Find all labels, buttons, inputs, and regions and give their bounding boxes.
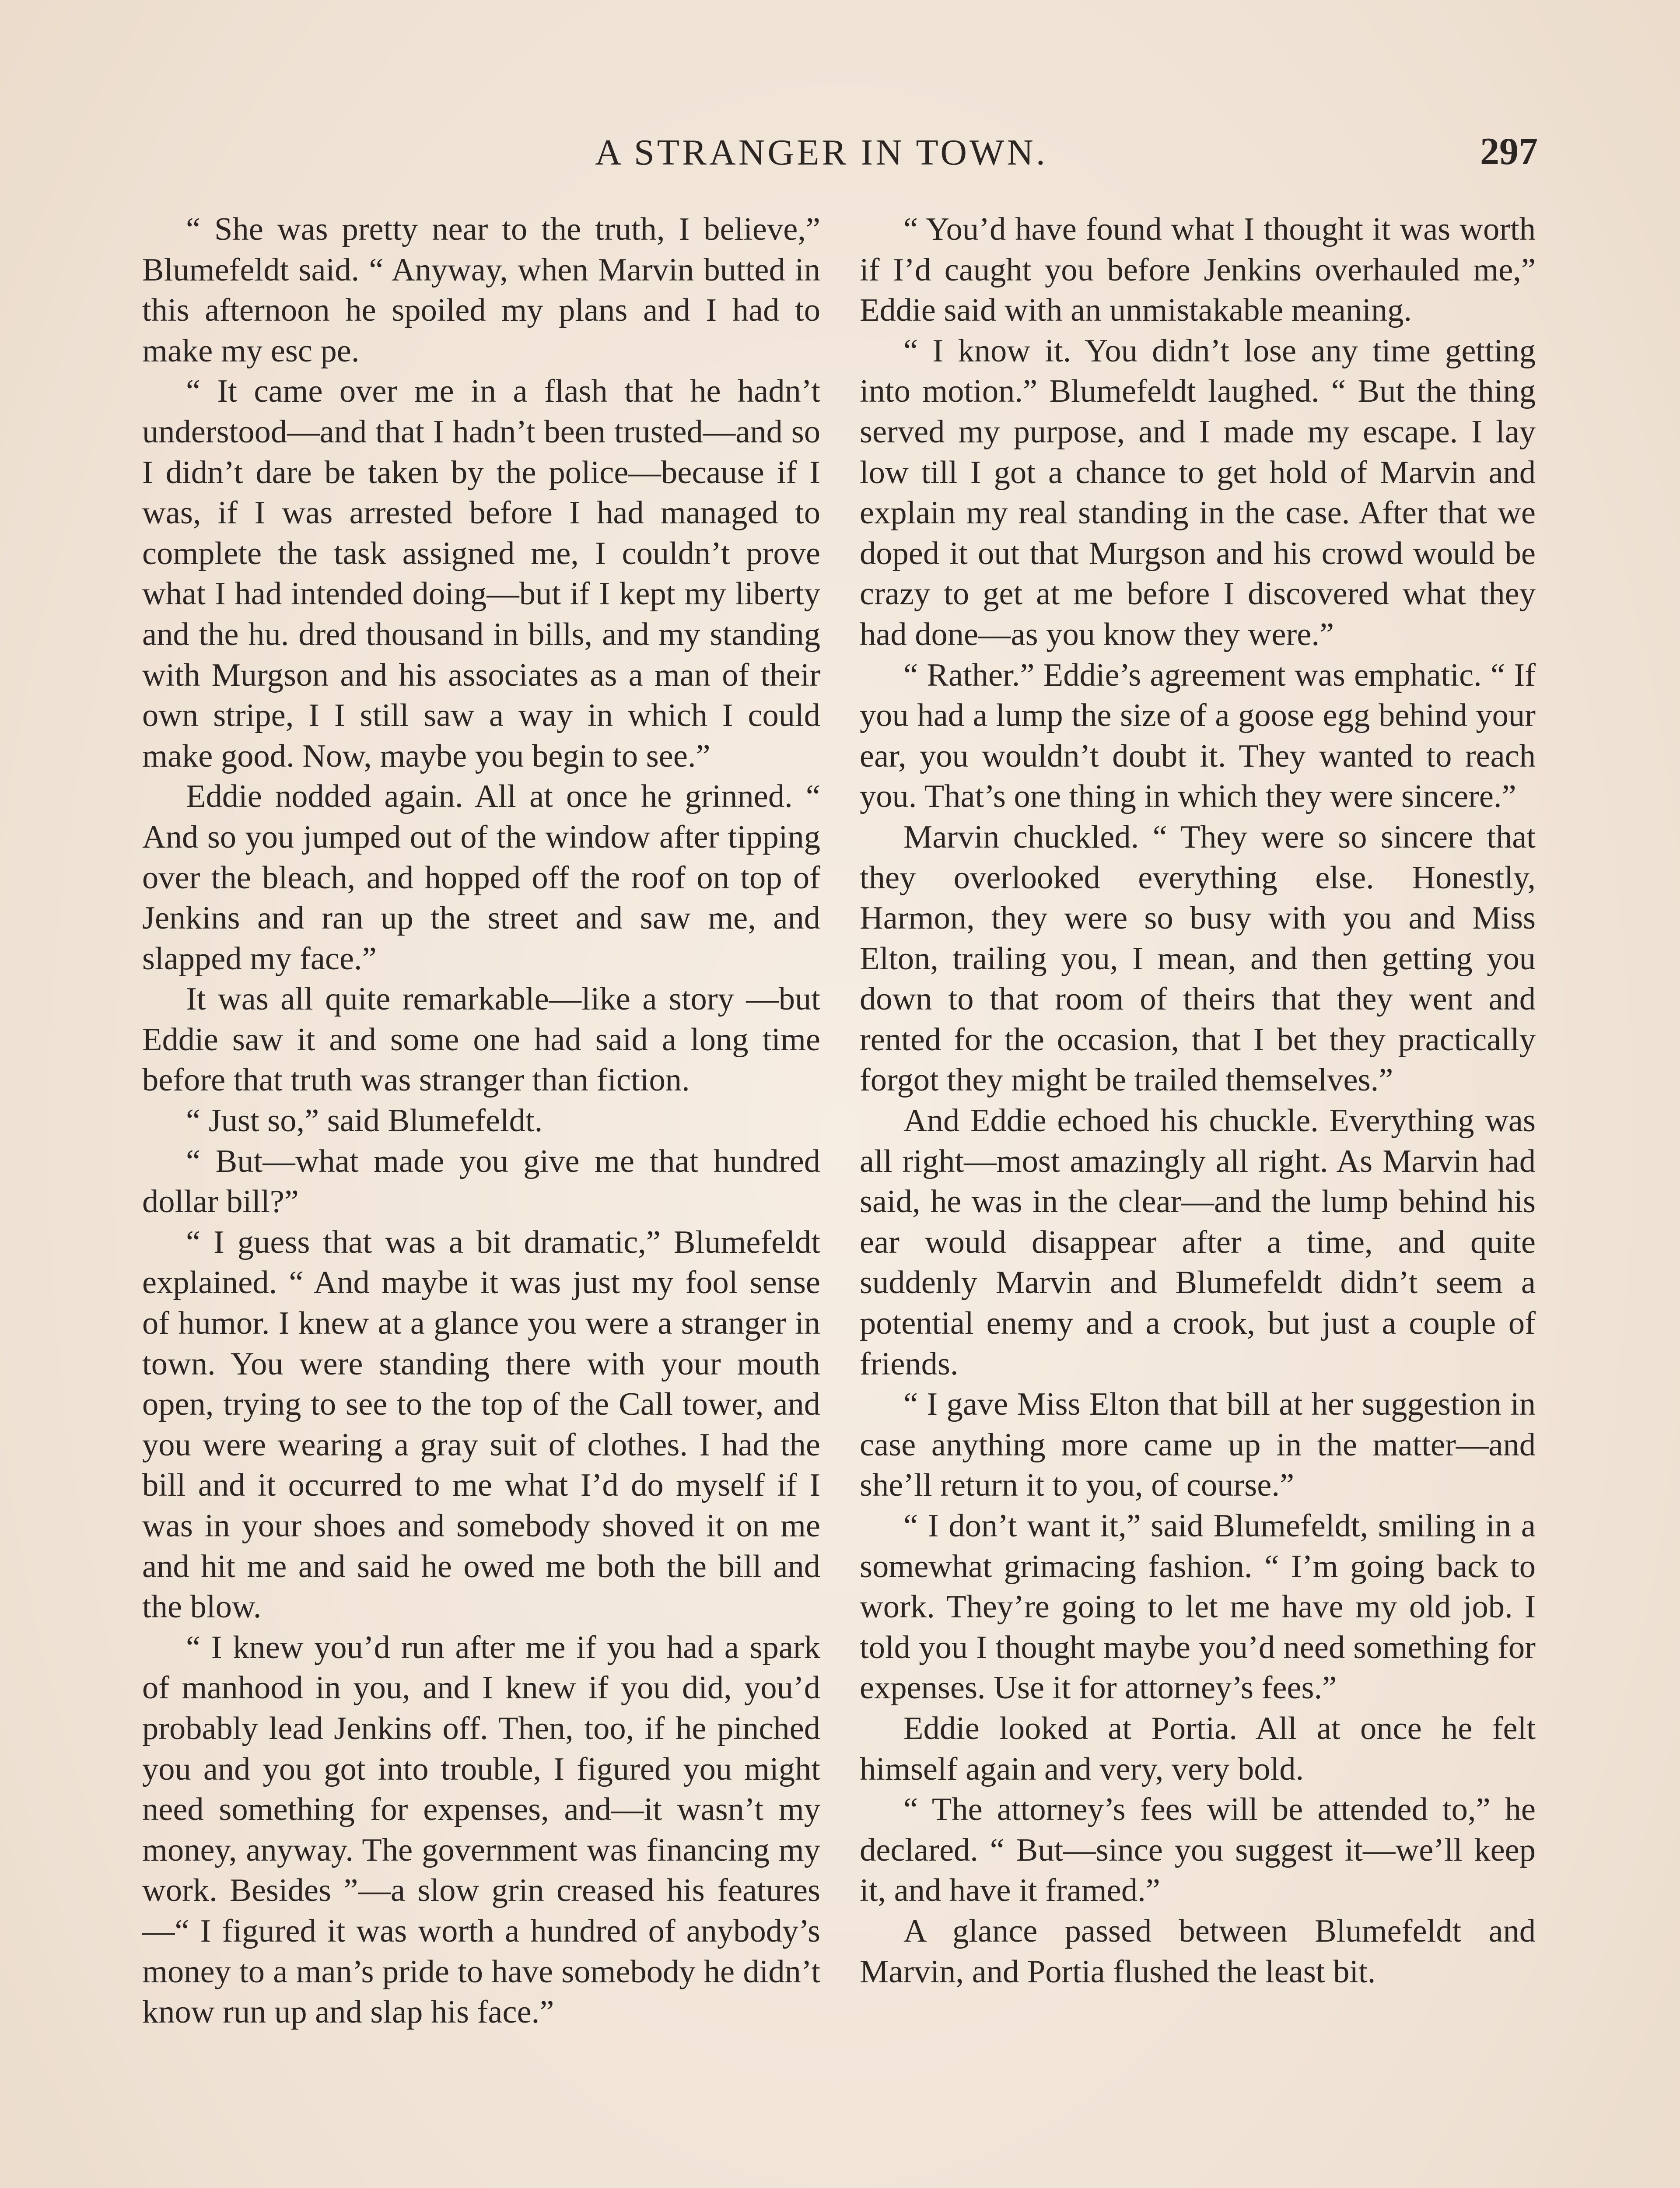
paragraph: And Eddie echoed his chuckle. Everything was all right—most amazingly all right. As Marvin had said, he was in the clear—and the lump behind his ear would disappear after a time, and quite suddenly Marvin and Blumefeldt didn’t seem a potential enemy and a crook, but just a couple of friends. [860,1103,1536,1382]
paragraph: “ I don’t want it,” said Blumefeldt, smiling in a somewhat grimacing fashion. “ I’m going back to work. They’re going to let me have my old job. I told you I thought maybe you’d need something for expenses. Use it for attorney’s fees.” [860,1508,1536,1706]
page-number: 297 [1480,130,1538,173]
paragraph: “ But—what made you give me that hundred dollar bill?” [142,1143,820,1220]
paragraph: Eddie looked at Portia. All at once he felt himself again and very, very bold. [860,1710,1536,1787]
paragraph: “ I gave Miss Elton that bill at her suggestion in case anything more came up in the matter—and she’ll return it to you, of course.” [860,1386,1536,1504]
running-title: A STRANGER IN TOWN. [595,132,1048,173]
paragraph: “ You’d have found what I thought it was worth if I’d caught you before Jenkins overhauled me,” Eddie said with an unmistakable meaning. [860,211,1536,329]
paragraph: A glance passed between Blumefeldt and Marvin, and Portia flushed the least bit. [860,1913,1536,1990]
right-column [860,209,1536,1992]
paragraph: “ It came over me in a flash that he hadn’t understood—and that I hadn’t been trusted—and so I didn’t dare be taken by the police—because if I was, if I was arrested before I had managed to complete the task assigned me, I couldn’t prove what I had intended doing—but if I kept my liberty and the hu. dred thousand in bills, and my standing with Murgson and his associates as a man of their own stripe, I I still saw a way in which I could make good. Now, maybe you begin to see.” [142,373,820,774]
paragraph: “ She was pretty near to the truth, I believe,” Blumefeldt said. “ Anyway, when Marvin butted in this afternoon he spoiled my plans and I had to make my esc pe. [142,211,820,369]
paragraph: “ Rather.” Eddie’s agreement was emphatic. “ If you had a lump the size of a goose egg behind your ear, you wouldn’t doubt it. They wanted to reach you. That’s one thing in which they were sincere.” [860,657,1536,815]
paragraph: It was all quite remarkable—like a story —but Eddie saw it and some one had said a long time before that truth was stranger than fiction. [142,981,820,1098]
paragraph: Eddie nodded again. All at once he grinned. “ And so you jumped out of the window after tipping over the bleach, and hopped off the roof on top of Jenkins and ran up the street and saw me, and slapped my face.” [142,778,820,977]
paragraph: “ Just so,” said Blumefeldt. [186,1103,543,1139]
paragraph: “ I guess that was a bit dramatic,” Blumefeldt explained. “ And maybe it was just my fool sense of humor. I knew at a glance you were a stranger in town. You were standing there with your mouth open, trying to see to the top of the Call tower, and you were wearing a gray suit of clothes. I had the bill and it occurred to me what I’d do myself if I was in your shoes and somebody shoved it on me and hit me and said he owed me both the bill and the blow. [142,1224,820,1625]
paragraph: Marvin chuckled. “ They were so sincere that they overlooked everything else. Honestly, Harmon, they were so busy with you and Miss Elton, trailing you, I mean, and then getting you down to that room of theirs that they went and rented for the occasion, that I bet they practically forgot they might be trailed themselves.” [860,819,1536,1098]
paragraph: “ The attorney’s fees will be attended to,” he declared. “ But—since you suggest it—we’ll keep it, and have it framed.” [860,1792,1536,1909]
paragraph: “ I knew you’d run after me if you had a spark of manhood in you, and I knew if you did, you’d probably lead Jenkins off. Then, too, if he pinched you and you got into trouble, I figured you might need something for expenses, and—it wasn’t my money, anyway. The government was financing my work. Besides ”—a slow grin creased his features—“ I figured it was worth a hundred of anybody’s money to a man’s pride to have somebody he didn’t know run up and slap his face.” [142,1629,820,2030]
left-column [142,209,820,2033]
paragraph: “ I know it. You didn’t lose any time getting into motion.” Blumefeldt laughed. “ But the thing served my purpose, and I made my escape. I lay low till I got a chance to get hold of Marvin and explain my real standing in the case. After that we doped it out that Murgson and his crowd would be crazy to get at me before I discovered what they had done—as you know they were.” [860,333,1536,652]
